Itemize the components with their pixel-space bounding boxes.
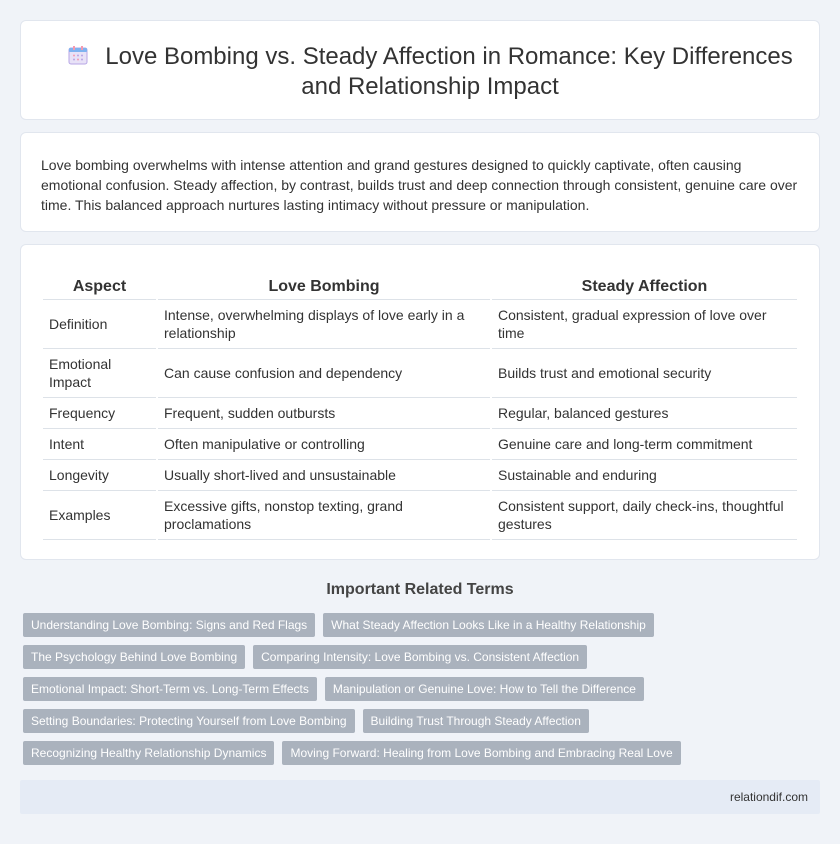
table-cell: Often manipulative or controlling bbox=[157, 428, 491, 459]
table-cell: Emotional Impact bbox=[43, 348, 157, 397]
related-term-link[interactable]: Building Trust Through Steady Affection bbox=[363, 709, 589, 733]
site-name: relationdif.com bbox=[729, 790, 808, 804]
related-terms-list bbox=[23, 613, 803, 773]
table-cell: Consistent support, daily check-ins, thoughtful gestures bbox=[491, 490, 797, 539]
table-row bbox=[43, 459, 797, 490]
page-title-text: Love Bombing vs. Steady Affection in Romance: Key Differences and Relationship Impact bbox=[105, 43, 793, 100]
table-row bbox=[43, 490, 797, 539]
table-cell: Genuine care and long-term commitment bbox=[491, 428, 797, 459]
related-term-link[interactable]: What Steady Affection Looks Like in a Healthy Relationship bbox=[323, 613, 654, 637]
footer bbox=[20, 780, 820, 814]
column-header: Steady Affection bbox=[491, 275, 797, 299]
table-cell: Longevity bbox=[43, 459, 157, 490]
comparison-card bbox=[20, 244, 820, 560]
table-row bbox=[43, 299, 797, 348]
table-row bbox=[43, 428, 797, 459]
table-row bbox=[43, 348, 797, 397]
table-cell: Frequent, sudden outbursts bbox=[157, 397, 491, 428]
header-card bbox=[20, 20, 820, 120]
related-term-link[interactable]: Setting Boundaries: Protecting Yourself from Love Bombing bbox=[23, 709, 355, 733]
table-cell: Intense, overwhelming displays of love early in a relationship bbox=[157, 299, 491, 348]
intro-card bbox=[20, 132, 820, 232]
table-cell: Consistent, gradual expression of love over time bbox=[491, 299, 797, 348]
table-cell: Definition bbox=[43, 299, 157, 348]
comparison-table bbox=[43, 275, 797, 540]
related-term-link[interactable]: Manipulation or Genuine Love: How to Tell the Difference bbox=[325, 677, 644, 701]
related-term-link[interactable]: Understanding Love Bombing: Signs and Red Flags bbox=[23, 613, 315, 637]
related-term-link[interactable]: Recognizing Healthy Relationship Dynamics bbox=[23, 741, 274, 765]
table-cell: Usually short-lived and unsustainable bbox=[157, 459, 491, 490]
table-cell: Sustainable and enduring bbox=[491, 459, 797, 490]
related-term-link[interactable]: The Psychology Behind Love Bombing bbox=[23, 645, 245, 669]
table-cell: Frequency bbox=[43, 397, 157, 428]
table-cell: Intent bbox=[43, 428, 157, 459]
related-term-link[interactable]: Emotional Impact: Short-Term vs. Long-Term Effects bbox=[23, 677, 317, 701]
column-header: Aspect bbox=[43, 275, 157, 299]
related-term-link[interactable]: Moving Forward: Healing from Love Bombing and Embracing Real Love bbox=[282, 741, 680, 765]
table-cell: Regular, balanced gestures bbox=[491, 397, 797, 428]
column-header: Love Bombing bbox=[157, 275, 491, 299]
table-cell: Builds trust and emotional security bbox=[491, 348, 797, 397]
intro-text: Love bombing overwhelms with intense attention and grand gestures designed to quickly captivate, often causing emotional confusion. Steady affection, by contrast, builds trust and deep connection through consistent, genuine care over time. This balanced approach nurtures lasting intimacy without pressure or manipulation. bbox=[41, 157, 798, 213]
table-row bbox=[43, 397, 797, 428]
calendar-icon bbox=[67, 44, 89, 66]
table-cell: Can cause confusion and dependency bbox=[157, 348, 491, 397]
page-title bbox=[61, 42, 799, 102]
table-cell: Examples bbox=[43, 490, 157, 539]
table-header-row bbox=[43, 275, 797, 299]
table-cell: Excessive gifts, nonstop texting, grand proclamations bbox=[157, 490, 491, 539]
related-terms-title: Important Related Terms bbox=[326, 581, 514, 598]
related-term-link[interactable]: Comparing Intensity: Love Bombing vs. Consistent Affection bbox=[253, 645, 587, 669]
